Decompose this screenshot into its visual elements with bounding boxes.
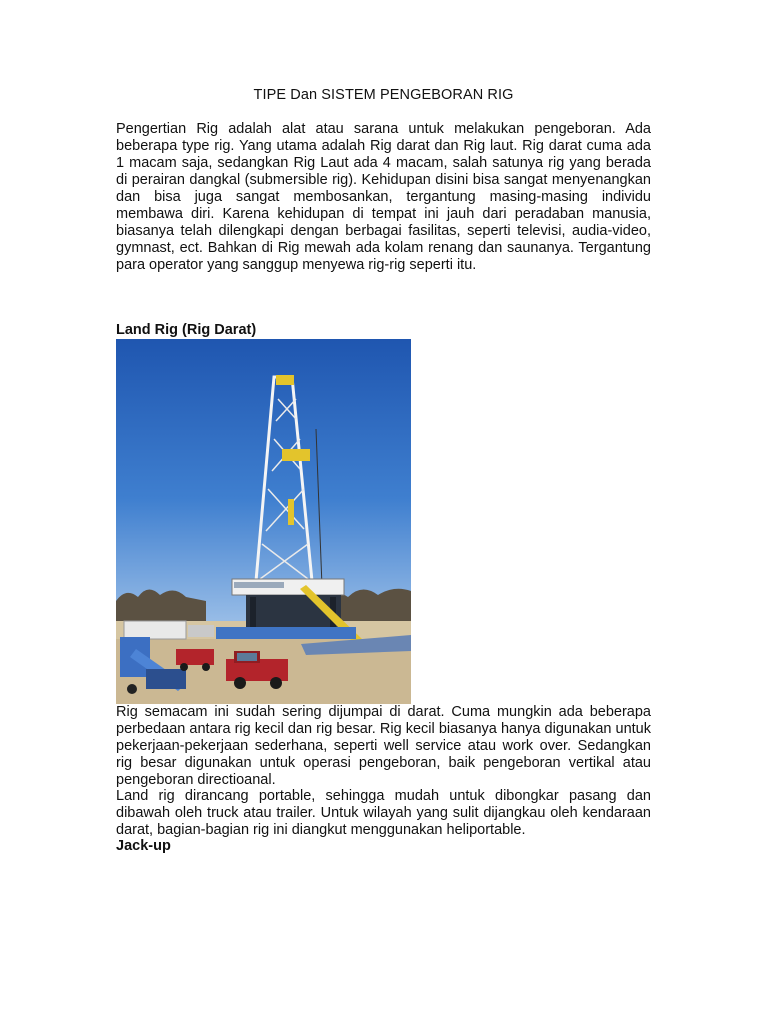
trailer xyxy=(124,621,186,639)
land-rig-photo xyxy=(116,339,411,704)
intro-paragraph: Pengertian Rig adalah alat atau sarana untuk melakukan pengeboran. Ada beberapa type rig. Yang utama adalah Rig darat dan Rig laut. Rig darat cuma ada 1 macam saja, sedangkan Rig Laut ada 4 macam, salah satunya rig yang berada di perairan dangkal (submersible rig). Kehidupan disini bisa sangat menyenangkan dan bisa juga sangat membosankan, tergantung masing-masing individu membawa diri. Karena kehidupan di tempat ini jauh dari peradaban manusia, biasanya telah dilengkapi dengan berbagai fasilitas, seperti televisi, audia-video, gymnast, ect. Bahkan di Rig mewah ada kolam renang dan saunanya. Tergantung para operator yang sanggup menyewa rig-rig seperti itu. xyxy=(116,121,651,273)
document-title: TIPE Dan SISTEM PENGEBORAN RIG xyxy=(253,87,514,103)
land-rig-paragraph-2: Land rig dirancang portable, sehingga mudah untuk dibongkar pasang dan dibawah oleh truck atau trailer. Untuk wilayah yang sulit dijangkau oleh kendaraan darat, bagian-bagian rig ini diangkut menggunakan heliportable. xyxy=(116,788,651,838)
land-rig-heading: Land Rig (Rig Darat) xyxy=(116,322,257,338)
jackup-heading: Jack-up xyxy=(116,838,171,854)
land-rig-paragraph-1: Rig semacam ini sudah sering dijumpai di darat. Cuma mungkin ada beberapa perbedaan antara rig kecil dan rig besar. Rig kecil biasanya hanya digunakan untuk pekerjaan-pekerjaan sederhana, seperti well service atau work over. Sedangkan rig besar digunakan untuk operasi pengeboran, baik pengeboran vertikal atau pengeboran directioanal. xyxy=(116,704,651,788)
